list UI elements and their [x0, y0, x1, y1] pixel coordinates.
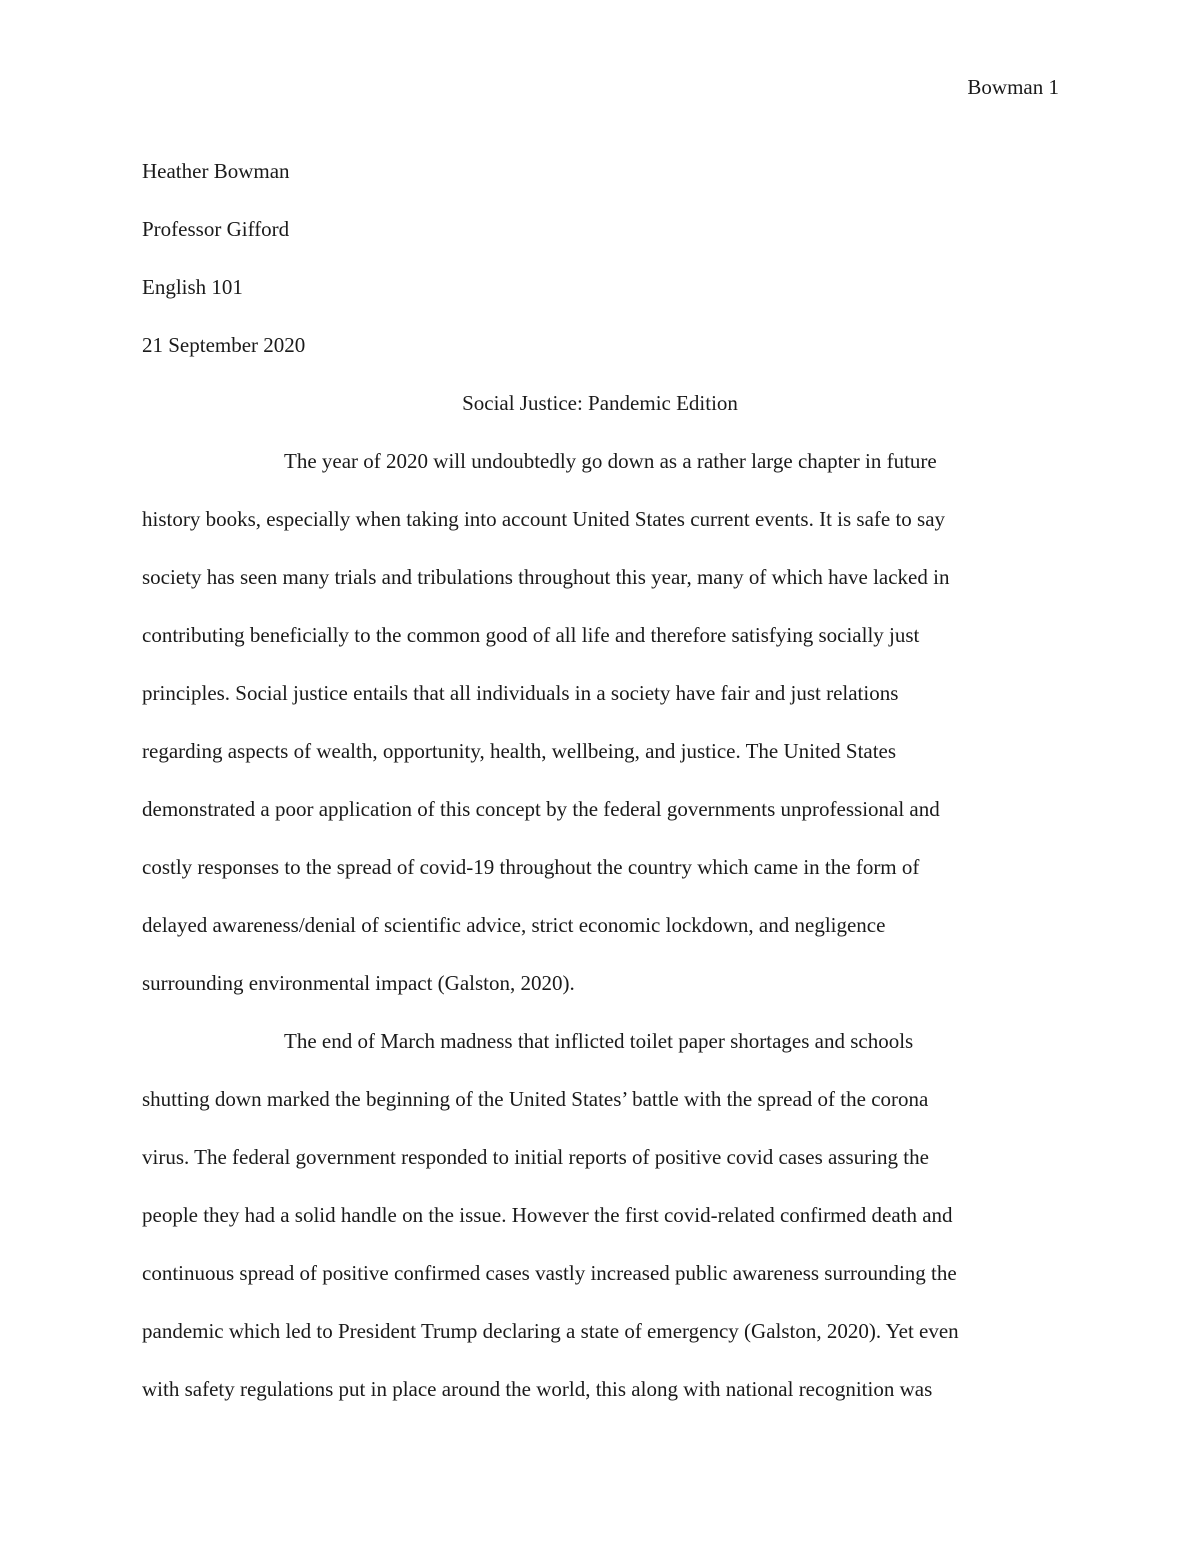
- paragraph-line: pandemic which led to President Trump declaring a state of emergency (Galston, 2020). Yet even: [142, 1319, 959, 1343]
- instructor-name: Professor Gifford: [142, 217, 290, 241]
- running-header: Bowman 1: [967, 75, 1059, 99]
- paragraph-1: [142, 432, 1058, 1012]
- submission-date: 21 September 2020: [142, 333, 306, 357]
- paragraph-line: The end of March madness that inflicted toilet paper shortages and schools: [284, 1029, 914, 1053]
- paragraph-line: surrounding environmental impact (Galston, 2020).: [142, 971, 575, 995]
- essay-title: Social Justice: Pandemic Edition: [462, 391, 738, 415]
- document-body: [142, 142, 1058, 1418]
- paragraph-line: principles. Social justice entails that all individuals in a society have fair and just relations: [142, 681, 899, 705]
- mla-heading: [142, 142, 1058, 374]
- paragraph-line: costly responses to the spread of covid-19 throughout the country which came in the form of: [142, 855, 920, 879]
- paragraph-line: society has seen many trials and tribulations throughout this year, many of which have lacked in: [142, 565, 950, 589]
- paragraph-line: shutting down marked the beginning of the United States’ battle with the spread of the corona: [142, 1087, 929, 1111]
- student-name: Heather Bowman: [142, 159, 290, 183]
- paragraph-line: demonstrated a poor application of this concept by the federal governments unprofessional and: [142, 797, 940, 821]
- paragraph-line: regarding aspects of wealth, opportunity, health, wellbeing, and justice. The United States: [142, 739, 897, 763]
- paragraph-line: contributing beneficially to the common good of all life and therefore satisfying socially just: [142, 623, 920, 647]
- paragraph-line: delayed awareness/denial of scientific advice, strict economic lockdown, and negligence: [142, 913, 886, 937]
- course-name: English 101: [142, 275, 243, 299]
- paragraph-line: The year of 2020 will undoubtedly go down as a rather large chapter in future: [284, 449, 937, 473]
- paragraph-line: virus. The federal government responded to initial reports of positive covid cases assuring the: [142, 1145, 929, 1169]
- paragraph-line: history books, especially when taking into account United States current events. It is safe to say: [142, 507, 946, 531]
- paragraph-2: [142, 1012, 1058, 1418]
- paragraph-line: with safety regulations put in place around the world, this along with national recognition was: [142, 1377, 933, 1401]
- paragraph-line: people they had a solid handle on the issue. However the first covid-related confirmed death and: [142, 1203, 953, 1227]
- paragraph-line: continuous spread of positive confirmed cases vastly increased public awareness surrounding the: [142, 1261, 957, 1285]
